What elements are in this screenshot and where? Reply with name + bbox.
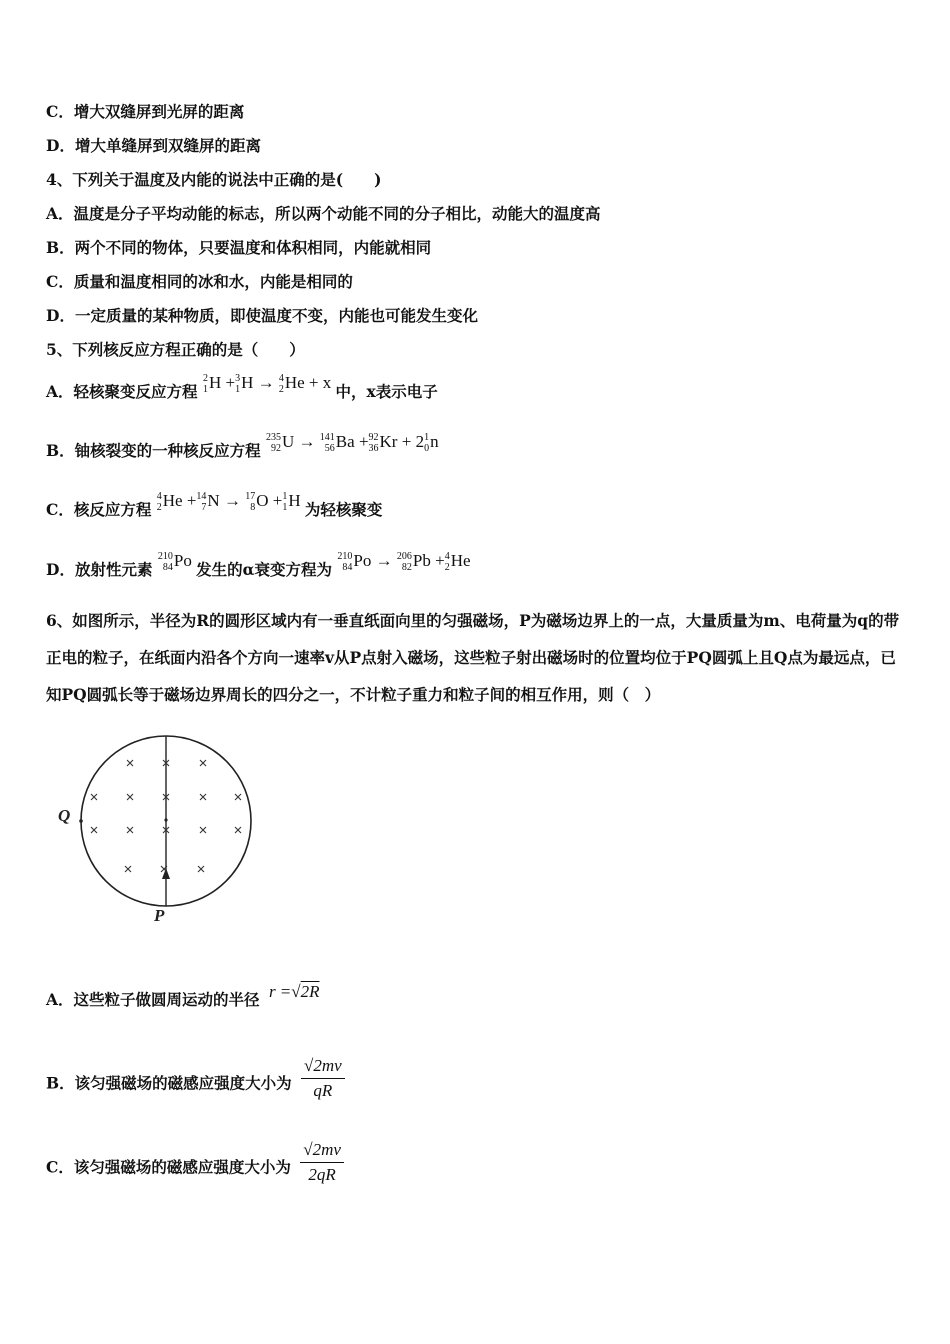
nuclide: 1 0 n xyxy=(424,432,439,455)
option-d-line: D．增大单缝屏到双缝屏的距离 xyxy=(46,136,261,155)
question-4-option-b: B．两个不同的物体，只要温度和体积相同，内能就相同 xyxy=(46,238,432,257)
nuclide: 206 82 Pb xyxy=(396,551,431,574)
fusion-equation: 2 1 H + 3 1 H → 4 2 He + x xyxy=(202,373,332,396)
question-5-option-d xyxy=(46,551,471,582)
nuclide: 4 2 He xyxy=(444,551,471,574)
label-q: Q xyxy=(58,806,71,825)
question-4-option-d: D．一定质量的某种物质，即使温度不变，内能也可能发生变化 xyxy=(46,306,478,325)
question-6-option-c xyxy=(46,1140,344,1191)
option-a-tail: 中，x表示电子 xyxy=(335,382,438,401)
nuclide: 4 2 He xyxy=(278,373,305,396)
option-a-text: A．这些粒子做圆周运动的半径 xyxy=(46,990,260,1009)
nuclide: 92 36 Kr xyxy=(368,432,398,455)
polonium-nuclide xyxy=(157,551,196,574)
question-5-option-a xyxy=(46,373,438,404)
label-p: P xyxy=(154,906,165,925)
question-5-stem: 5、下列核反应方程正确的是（ ） xyxy=(46,340,305,359)
fission-equation: 235 92 U → 141 56 Ba + 92 36 Kr + 2 1 0 n xyxy=(266,432,439,455)
nuclide: 17 8 O xyxy=(245,491,269,514)
reaction-equation: 4 2 He + 14 7 N → 17 8 O + 1 1 H xyxy=(156,491,301,514)
question-6-stem: 6、如图所示，半径为R的圆形区域内有一垂直纸面向里的匀强磁场，P为磁场边界上的一点，大量质量为m、电荷量为q的带正电的粒子，在纸面内沿各个方向一速率v从P点射入磁场，这些粒子射出磁场时的位置均位于PQ圆弧上且Q点为最远点，已知PQ圆弧长等于磁场边界周长的四分之一，不计粒子重力和粒子间的相互作用，则（ ） xyxy=(46,611,900,704)
center-dot xyxy=(164,818,167,821)
question-5-option-c xyxy=(46,491,383,522)
nuclide: 2 1 H xyxy=(202,373,222,396)
option-c-line: C．增大双缝屏到光屏的距离 xyxy=(46,102,245,121)
nuclide: 210 84 Po xyxy=(337,551,372,574)
field-formula-c: $\frac{√2mv}{2qR}$ xyxy=(300,1140,344,1185)
option-c-tail: 为轻核聚变 xyxy=(304,500,383,519)
option-b-text: B．铀核裂变的一种核反应方程 xyxy=(46,441,261,460)
field-formula-b: $\frac{√2mv}{qR}$ xyxy=(301,1056,345,1101)
option-d-text: D．放射性元素 xyxy=(46,560,153,579)
option-a-text: A．轻核聚变反应方程 xyxy=(46,382,198,401)
nuclide: 1 1 H xyxy=(282,491,301,514)
question-4-stem: 4、下列关于温度及内能的说法中正确的是( ) xyxy=(46,170,382,189)
question-4-option-c: C．质量和温度相同的冰和水，内能是相同的 xyxy=(46,272,353,291)
question-4-option-a: A．温度是分子平均动能的标志，所以两个动能不同的分子相比，动能大的温度高 xyxy=(46,204,601,223)
nuclide: 235 92 U xyxy=(266,432,295,455)
question-6-option-b xyxy=(46,1056,345,1107)
radius-formula: r =√2R xyxy=(268,982,320,1001)
magnetic-field-diagram xyxy=(50,725,265,930)
option-d-mid: 发生的α衰变方程为 xyxy=(196,560,333,579)
nuclide: 14 7 N xyxy=(196,491,220,514)
nuclide: 141 56 Ba xyxy=(319,432,355,455)
nuclide: 210 84 Po xyxy=(157,551,192,574)
option-c-text: C．该匀强磁场的磁感应强度大小为 xyxy=(46,1157,291,1177)
alpha-decay-equation: 210 84 Po → 206 82 Pb + 4 2 He xyxy=(337,551,471,574)
nuclide: 4 2 He xyxy=(156,491,183,514)
question-6-option-a xyxy=(46,982,320,1010)
question-5-option-b xyxy=(46,432,439,463)
nuclide: 3 1 H xyxy=(235,373,254,396)
point-q-dot xyxy=(79,819,83,823)
option-c-text: C．核反应方程 xyxy=(46,500,152,519)
option-b-text: B．该匀强磁场的磁感应强度大小为 xyxy=(46,1073,292,1093)
